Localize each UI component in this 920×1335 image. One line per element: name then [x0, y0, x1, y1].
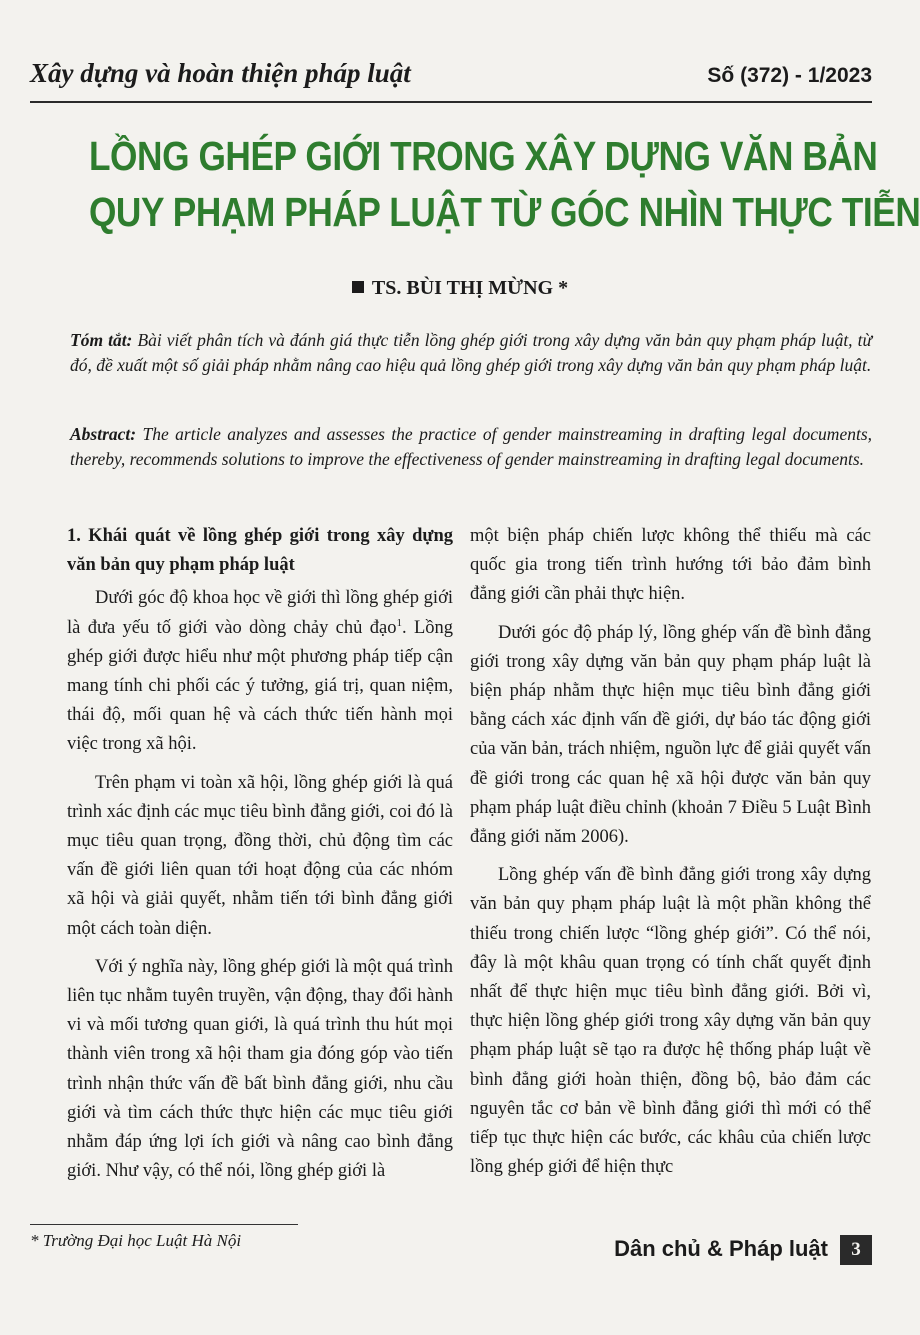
- paragraph: Với ý nghĩa này, lồng ghép giới là một quá trình liên tục nhằm tuyên truyền, vận động, thay đổi hành vi và mối tương quan giới, là quá trình thu hút mọi thành viên trong xã hội tham gia đóng góp vào tiến trình nhận thức vấn đề bất bình đẳng giới, nhu cầu giới và tìm cách thức thực hiện các mục tiêu giới nhằm đáp ứng lợi ích giới và nâng cao bình đẳng giới. Như vậy, có thể nói, lồng ghép giới là: [67, 956, 453, 1182]
- paragraph: Trên phạm vi toàn xã hội, lồng ghép giới là quá trình xác định các mục tiêu bình đẳng giới, coi đó là mục tiêu quan trọng, đồng thời, chủ động tìm các vấn đề giới liên quan tới hoạt động của các nhóm xã hội và giải quyết, nhằm tiến tới bình đẳng giới một cách toàn diện.: [67, 772, 453, 939]
- author-name: TS. BÙI THỊ MỪNG: [371, 277, 554, 299]
- abstract-vi-label: Tóm tắt:: [70, 330, 133, 350]
- paragraph: Lồng ghép vấn đề bình đẳng giới trong xây dựng văn bản quy phạm pháp luật là một phần không thể thiếu trong chiến lược “lồng ghép giới”. Có thể nói, đây là một khâu quan trọng có tính chất quyết định nhất để thực hiện mục tiêu bình đẳng giới. Bởi vì, thực hiện lồng ghép giới trong xây dựng văn bản quy phạm pháp luật sẽ tạo ra được hệ thống pháp luật về bình đẳng giới hoàn thiện, đồng bộ, bảo đảm các nguyên tắc cơ bản về bình đẳng giới thì mới có thể tiếp tục thực hiện các bước, các khâu của chiến lược lồng ghép giới để hiện thực: [470, 865, 871, 1178]
- abstract-vietnamese: [70, 328, 872, 377]
- author-line: [0, 277, 920, 300]
- abstract-en-label: Abstract:: [70, 424, 137, 444]
- paragraph: một biện pháp chiến lược không thể thiếu mà các quốc gia trong tiến trình hướng tới bảo đảm bình đẳng giới cần phải thực hiện.: [470, 526, 871, 605]
- left-column: [67, 522, 453, 1186]
- author-footnote-mark: *: [558, 277, 569, 299]
- running-header: [30, 58, 872, 98]
- article-title: [30, 128, 920, 240]
- abstract-en-text: The article analyzes and assesses the practice of gender mainstreaming in drafting legal documents, thereby, recommends solutions to improve the effectiveness of gender mainstreaming in drafting legal documents.: [70, 424, 873, 469]
- journal-name: Dân chủ & Pháp luật: [614, 1236, 828, 1261]
- page-number: 3: [840, 1235, 872, 1265]
- footnote-ref: 1: [396, 616, 402, 629]
- series-title: Xây dựng và hoàn thiện pháp luật: [30, 58, 411, 88]
- square-bullet-icon: [352, 281, 364, 293]
- right-column: [470, 522, 871, 1182]
- paragraph: Dưới góc độ khoa học về giới thì lồng ghép giới là đưa yếu tố giới vào dòng chảy chủ đạo$^1$. Lồng ghép giới được hiểu như một phương pháp tiếp cận mang tính chi phối các ý tưởng, giá trị, quan niệm, thái độ, mối quan hệ và cách thức tiến hành mọi việc trong xã hội.: [67, 588, 453, 755]
- issue-number: Số (372) - 1/2023: [707, 64, 872, 87]
- footnote: * Trường Đại học Luật Hà Nội: [30, 1231, 242, 1250]
- section-heading: 1. Khái quát về lồng ghép giới trong xây dựng văn bản quy phạm pháp luật: [67, 526, 453, 576]
- footnote-rule: [30, 1224, 298, 1225]
- paragraph: Dưới góc độ pháp lý, lồng ghép vấn đề bình đẳng giới trong xây dựng văn bản quy phạm pháp luật là biện pháp nhằm thực hiện mục tiêu bình đẳng giới bằng cách xác định vấn đề giới, dự báo tác động giới của văn bản, trách nhiệm, nguồn lực để giải quyết vấn đề giới trong các quan hệ xã hội được văn bản quy phạm pháp luật điều chỉnh (khoản 7 Điều 5 Luật Bình đẳng giới năm 2006).: [470, 622, 871, 848]
- title-line-2: QUY PHẠM PHÁP LUẬT TỪ GÓC NHÌN THỰC TIỄN: [88, 189, 920, 235]
- header-rule: [30, 101, 872, 103]
- abstract-vi-text: Bài viết phân tích và đánh giá thực tiễn lồng ghép giới trong xây dựng văn bản quy phạm pháp luật, từ đó, đề xuất một số giải pháp nhằm nâng cao hiệu quả lồng ghép giới trong xây dựng văn bản quy phạm pháp luật.: [70, 330, 873, 375]
- abstract-english: [70, 422, 872, 471]
- title-line-1: LỒNG GHÉP GIỚI TRONG XÂY DỰNG VĂN BẢN: [88, 133, 878, 179]
